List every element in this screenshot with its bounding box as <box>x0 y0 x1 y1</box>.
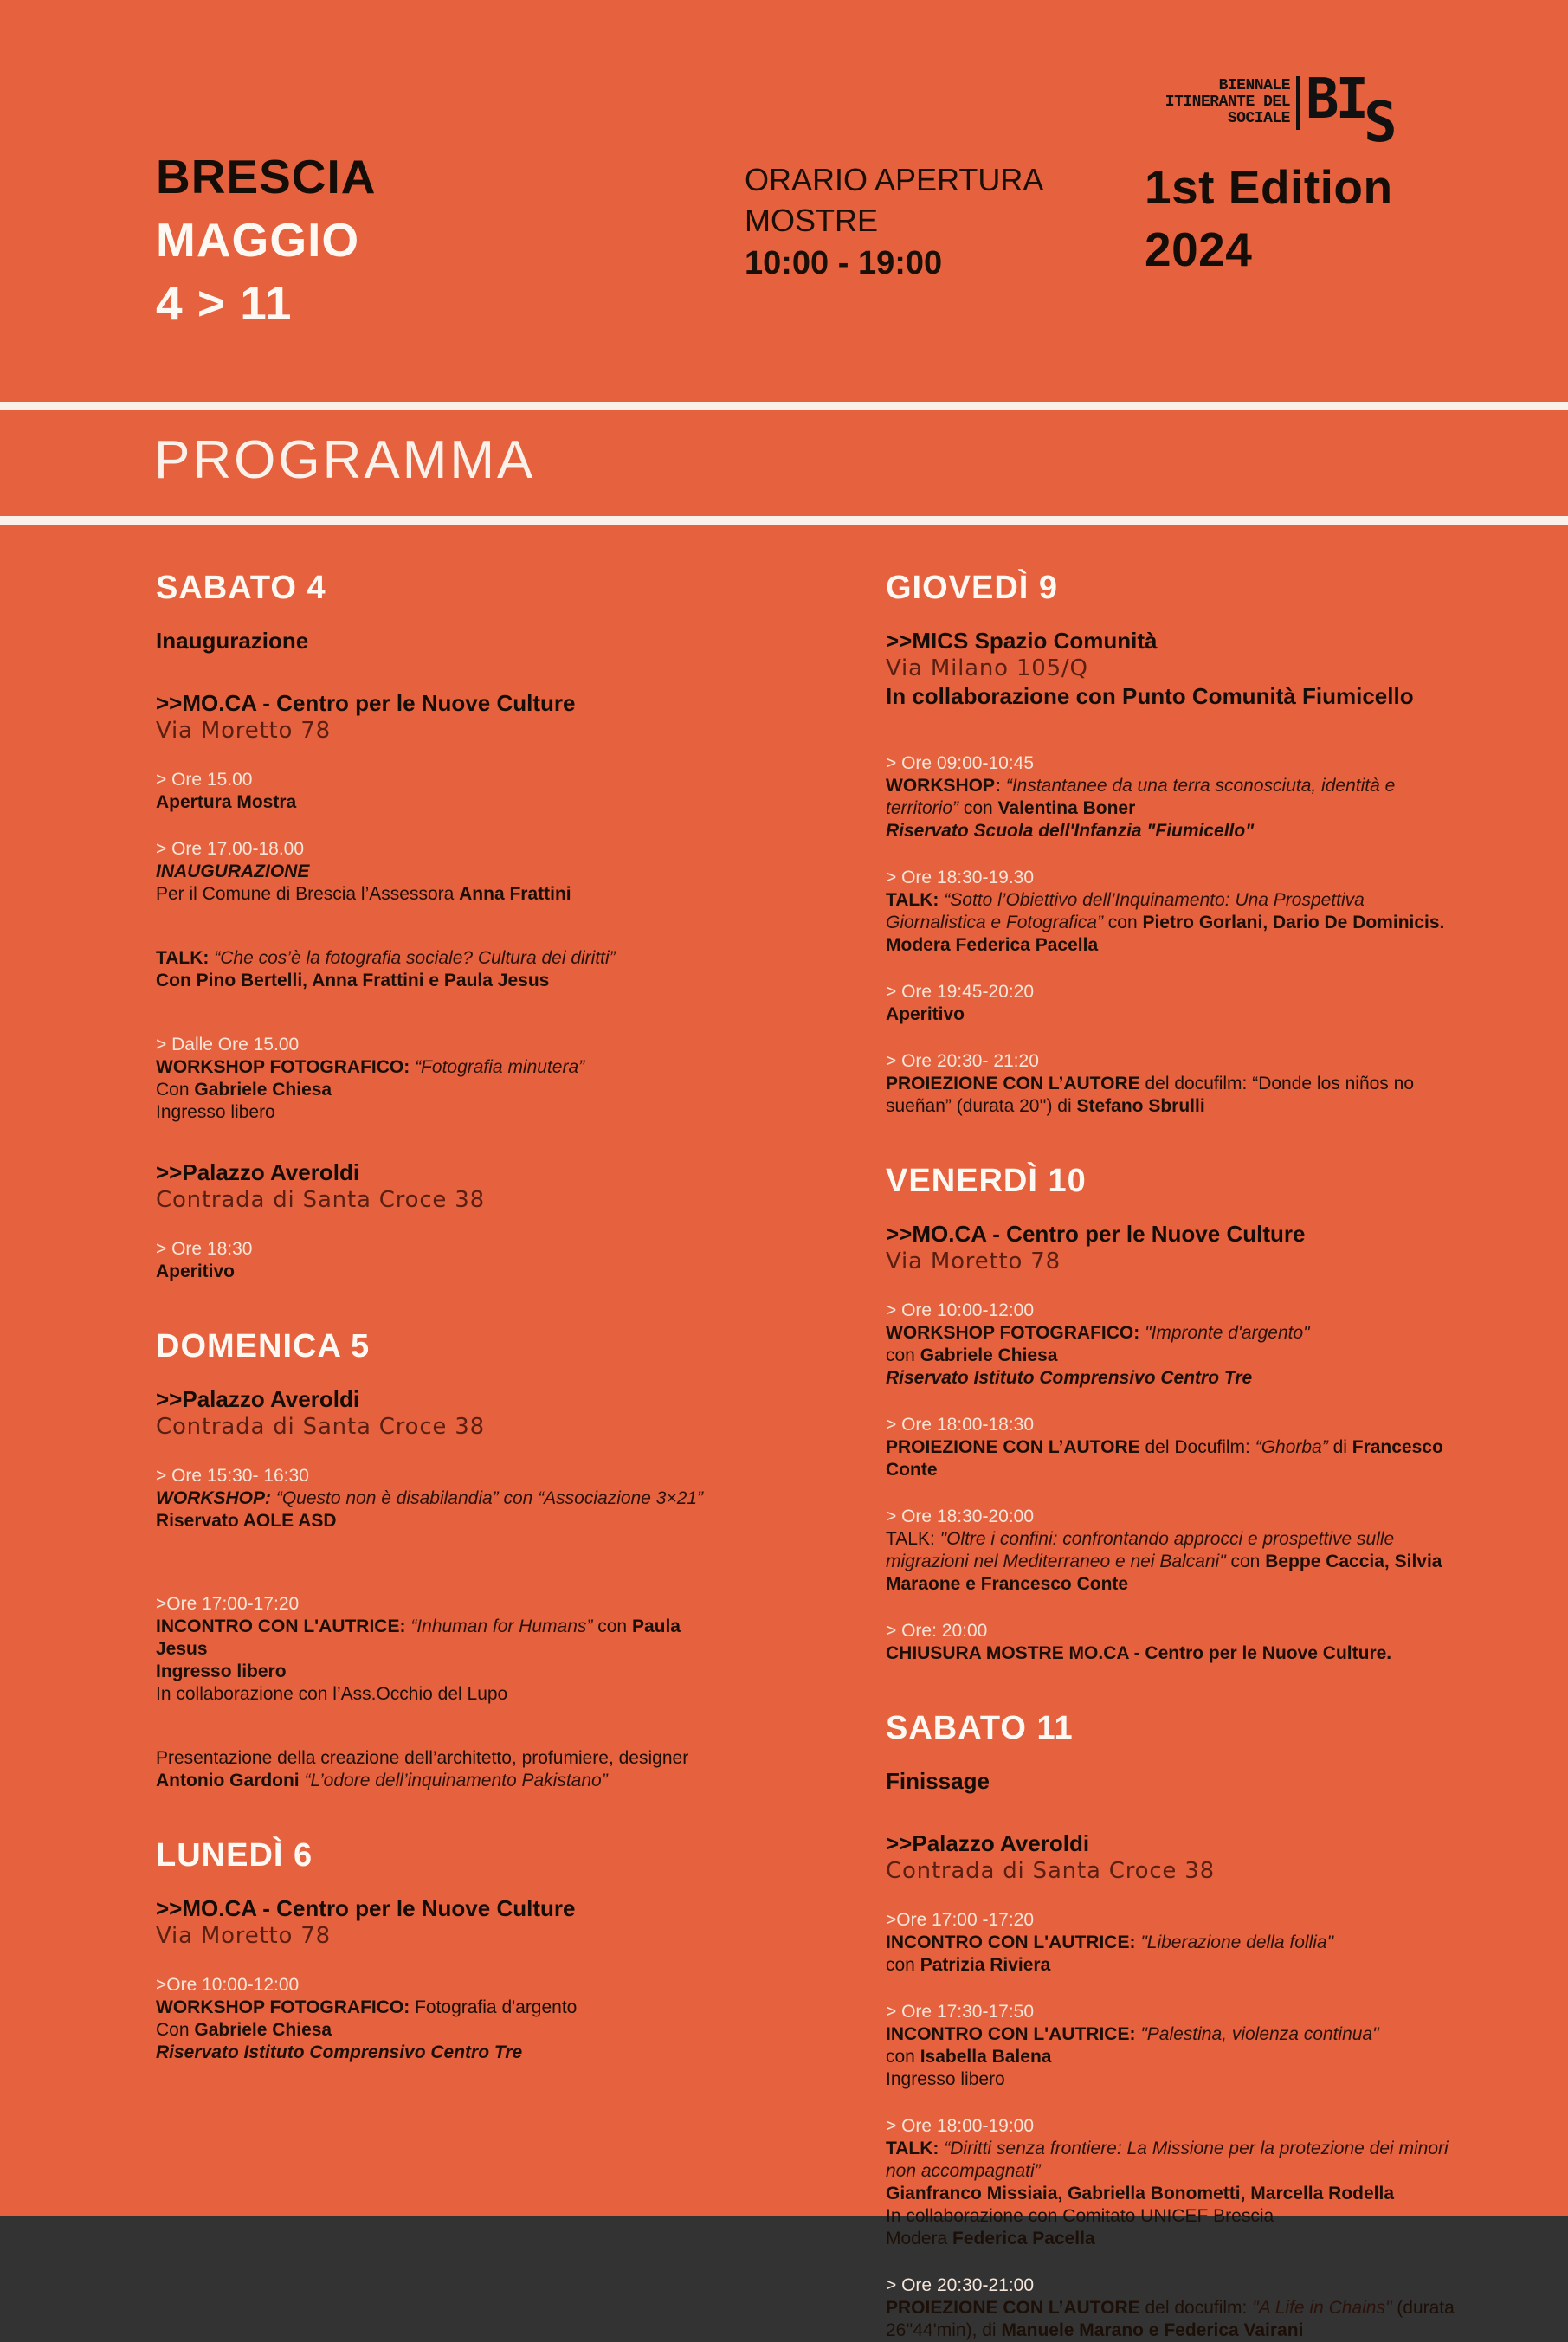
text-run: "Palestina, violenza continua" <box>1140 2024 1379 2044</box>
event-description <box>886 1642 1464 1665</box>
logo-acronym-s: S <box>1364 91 1397 155</box>
venue-address: Via Moretto 78 <box>156 718 331 744</box>
text-run: Gabriele Chiesa <box>194 2020 332 2040</box>
event-time: > Dalle Ore 15.00 <box>156 1035 300 1055</box>
text-run: con <box>958 798 998 818</box>
text-run: Finissage <box>886 1768 990 1794</box>
text-run: (durata 26''44'min), di <box>886 2298 1455 2340</box>
hours-value: 10:00 - 19:00 <box>745 245 943 281</box>
event-time: > Ore 17.00-18.00 <box>156 839 305 859</box>
text-run: Gabriele Chiesa <box>920 1345 1058 1365</box>
text-run: Con <box>156 2020 195 2040</box>
text-run: Beppe Caccia, Silvia Maraone e Francesco Conte <box>886 1552 1442 1594</box>
venue-name: In collaborazione con Punto Comunità Fiumicello <box>886 683 1414 709</box>
day-header: VENERDÌ 10 <box>886 1163 1087 1199</box>
hours-label-line1: ORARIO APERTURA <box>745 162 1044 197</box>
text-run: del docufilm: <box>1139 2298 1253 2318</box>
event-time: > Ore 20:30-21:00 <box>886 2275 1035 2295</box>
edition-label <box>1145 156 1393 281</box>
text-run: Francesco Conte <box>886 1437 1443 1480</box>
text-run: Valentina Boner <box>997 798 1136 818</box>
section-subtitle <box>886 1767 1464 1795</box>
event-time: > Ore 10:00-12:00 <box>886 1300 1035 1320</box>
text-run: Modera <box>886 2229 953 2248</box>
event-description <box>156 1261 734 1283</box>
text-run: Inaugurazione <box>156 628 309 654</box>
text-run: WORKSHOP FOTOGRAFICO: <box>156 1057 416 1077</box>
text-run: Ingresso libero <box>886 2069 1005 2089</box>
text-run: Apertura Mostra <box>156 792 297 812</box>
text-run: “Ghorba” <box>1255 1437 1328 1457</box>
event-description <box>156 1683 734 1706</box>
text-run: Aperitivo <box>156 1261 236 1281</box>
page-title: PROGRAMMA <box>154 430 536 490</box>
section-subtitle <box>156 627 734 655</box>
venue-address: Via Moretto 78 <box>156 1923 331 1949</box>
venue-name: >>MICS Spazio Comunità <box>886 628 1158 654</box>
text-run: In collaborazione con Comitato UNICEF Brescia <box>886 2206 1274 2226</box>
venue-name: >>MO.CA - Centro per le Nuove Culture <box>156 1895 576 1921</box>
venue-address: Contrada di Santa Croce 38 <box>886 1858 1215 1884</box>
event-month: MAGGIO <box>156 213 360 267</box>
text-run: Con Pino Bertelli, Anna Frattini e Paula Jesus <box>156 971 550 990</box>
venue-name: >>MO.CA - Centro per le Nuove Culture <box>886 1221 1306 1247</box>
event-description <box>156 1056 734 1079</box>
programma-band <box>0 402 1568 525</box>
text-run: del Docufilm: <box>1139 1437 1255 1457</box>
event-description <box>156 1616 734 1661</box>
text-run: WORKSHOP: <box>886 776 1006 796</box>
text-run: Fotografia d'argento <box>415 1997 578 2017</box>
logo-wordmark <box>1145 78 1290 127</box>
event-description <box>156 791 734 814</box>
venue-address: Via Moretto 78 <box>886 1248 1061 1274</box>
event-description <box>156 1661 734 1683</box>
text-run: WORKSHOP FOTOGRAFICO: <box>886 1323 1145 1343</box>
text-run: Pietro Gorlani, Dario De Dominicis. <box>1142 913 1445 932</box>
event-time: > Ore 17:30-17:50 <box>886 2002 1035 2022</box>
event-description <box>886 775 1464 820</box>
event-time: > Ore 18:30 <box>156 1239 253 1259</box>
text-run: Riservato Istituto Comprensivo Centro Tre <box>886 1368 1253 1388</box>
text-run: Presentazione della creazione dell’architetto, profumiere, designer <box>156 1748 689 1768</box>
day-header: SABATO 4 <box>156 570 326 606</box>
venue-name: >>MO.CA - Centro per le Nuove Culture <box>156 690 576 716</box>
event-description <box>886 2205 1464 2228</box>
event-description <box>886 1954 1464 1977</box>
venue-address: Via Milano 105/Q <box>886 655 1088 681</box>
event-description <box>886 2228 1464 2250</box>
event-description <box>886 1528 1464 1596</box>
text-run: “Instantanee da una terra sconosciuta, identità e territorio” <box>886 776 1396 818</box>
event-description <box>156 970 734 992</box>
event-description <box>156 1487 734 1510</box>
event-description <box>156 861 734 883</box>
event-description <box>156 883 734 906</box>
event-dates: 4 > 11 <box>156 276 293 330</box>
event-description <box>156 947 734 970</box>
event-time: > Ore: 20:00 <box>886 1621 988 1641</box>
event-description <box>886 1345 1464 1367</box>
text-run: “Inhuman for Humans” <box>410 1616 593 1636</box>
event-time: > Ore 18:00-19:00 <box>886 2116 1035 2136</box>
text-run: con <box>886 1345 920 1365</box>
text-run: “Fotografia minutera” <box>415 1057 585 1077</box>
text-run: Riservato AOLE ASD <box>156 1511 337 1531</box>
text-run: Patrizia Riviera <box>920 1955 1051 1975</box>
logo-word-3: SOCIALE <box>1227 110 1290 127</box>
text-run: Gianfranco Missiaia, Gabriella Bonometti, Marcella Rodella <box>886 2184 1395 2203</box>
event-time: > Ore 18:30-19.30 <box>886 868 1035 887</box>
text-run: con <box>886 2047 920 2067</box>
venue-name: >>Palazzo Averoldi <box>156 1386 360 1412</box>
event-time: >Ore 17:00 -17:20 <box>886 1910 1035 1930</box>
text-run: INCONTRO CON L'AUTRICE: <box>886 1932 1141 1952</box>
text-run: Paula Jesus <box>156 1616 681 1659</box>
text-run: WORKSHOP: <box>156 1488 276 1508</box>
text-run: WORKSHOP FOTOGRAFICO: <box>156 1997 416 2017</box>
logo-divider-bar <box>1296 76 1300 130</box>
venue-address: Contrada di Santa Croce 38 <box>156 1414 485 1440</box>
text-run: INAUGURAZIONE <box>156 861 310 881</box>
text-run: Riservato Istituto Comprensivo Centro Tre <box>156 2042 523 2062</box>
text-run: PROIEZIONE CON L’AUTORE <box>886 1437 1140 1457</box>
event-time: > Ore 18:00-18:30 <box>886 1415 1035 1435</box>
program-column-left <box>156 525 734 2064</box>
text-run: Con <box>156 1080 195 1100</box>
text-run: In collaborazione con l’Ass.Occhio del Lupo <box>156 1684 508 1704</box>
text-run: INCONTRO CON L'AUTRICE: <box>886 2024 1141 2044</box>
event-description <box>886 2046 1464 2068</box>
text-run: TALK: <box>886 1529 940 1549</box>
event-description <box>886 1367 1464 1390</box>
event-description <box>156 2042 734 2064</box>
event-description <box>886 2068 1464 2091</box>
text-run: Per il Comune di Brescia l’Assessora <box>156 884 460 904</box>
opening-hours <box>745 159 1043 284</box>
event-description <box>156 1101 734 1124</box>
text-run: del docufilm: “Donde los niños no sueñan” (durata 20'') di <box>886 1074 1414 1116</box>
event-description <box>886 1436 1464 1481</box>
text-run: “Sotto l’Obiettivo dell’Inquinamento: Una Prospettiva Giornalistica e Fotografica” <box>886 890 1365 932</box>
event-time: > Ore 19:45-20:20 <box>886 982 1035 1002</box>
program-column-right <box>886 525 1464 2342</box>
text-run: Ingresso libero <box>156 1102 275 1122</box>
text-run: "Liberazione della follia" <box>1140 1932 1334 1952</box>
text-run: Riservato Scuola dell'Infanzia "Fiumicello" <box>886 821 1255 841</box>
event-city-dates <box>156 145 377 335</box>
day-header: GIOVEDÌ 9 <box>886 570 1059 606</box>
text-run: con <box>886 1955 920 1975</box>
venue-name: >>Palazzo Averoldi <box>156 1159 360 1185</box>
event-description <box>886 1322 1464 1345</box>
day-header: SABATO 11 <box>886 1710 1074 1746</box>
text-run: Isabella Balena <box>920 2047 1052 2067</box>
text-run: TALK: <box>886 890 945 910</box>
event-description <box>886 2023 1464 2046</box>
event-description <box>156 1997 734 2019</box>
text-run: “Che cos’è la fotografia sociale? Cultura dei diritti” <box>214 948 616 968</box>
text-run: “Questo non è disabilandia” con “Associazione 3×21” <box>275 1488 704 1508</box>
text-run: “Diritti senza frontiere: La Missione per la protezione dei minori non accompagnati” <box>886 2139 1449 2181</box>
hours-label-line2: MOSTRE <box>745 203 879 238</box>
event-description <box>886 2183 1464 2205</box>
logo-word-1: BIENNALE <box>1218 77 1290 94</box>
text-run: di <box>1327 1437 1352 1457</box>
text-run: Stefano Sbrulli <box>1076 1096 1205 1116</box>
event-time: > Ore 15.00 <box>156 770 253 790</box>
text-run: con <box>1225 1552 1266 1571</box>
text-run: Aperitivo <box>886 1004 965 1024</box>
text-run: INCONTRO CON L'AUTRICE: <box>156 1616 411 1636</box>
text-run: con <box>1102 913 1143 932</box>
text-run: "Impronte d'argento" <box>1145 1323 1310 1343</box>
venue-address: Contrada di Santa Croce 38 <box>156 1187 485 1213</box>
event-description <box>156 2019 734 2042</box>
text-run: Antonio Gardoni <box>156 1771 305 1790</box>
text-run: TALK: <box>886 2139 945 2158</box>
event-time: > Ore 18:30-20:00 <box>886 1506 1035 1526</box>
edition-line2: 2024 <box>1145 223 1253 276</box>
day-header: DOMENICA 5 <box>156 1328 371 1365</box>
edition-line1: 1st Edition <box>1145 160 1393 214</box>
text-run: Gabriele Chiesa <box>194 1080 332 1100</box>
text-run: "A Life in Chains" <box>1252 2298 1392 2318</box>
event-description <box>156 1747 734 1792</box>
event-description <box>156 1510 734 1532</box>
bis-logo <box>1145 68 1456 155</box>
day-header: LUNEDÌ 6 <box>156 1837 313 1874</box>
event-time: >Ore 10:00-12:00 <box>156 1975 300 1995</box>
event-description <box>886 2297 1464 2342</box>
event-description <box>886 889 1464 934</box>
venue-name: >>Palazzo Averoldi <box>886 1830 1090 1856</box>
city-name: BRESCIA <box>156 150 377 203</box>
text-run: TALK: <box>156 948 215 968</box>
text-run: Ingresso libero <box>156 1661 287 1681</box>
text-run: Anna Frattini <box>459 884 571 904</box>
event-description <box>886 1932 1464 1954</box>
event-description <box>886 820 1464 842</box>
text-run: “L’odore dell’inquinamento Pakistano” <box>304 1771 608 1790</box>
event-description <box>886 1003 1464 1026</box>
text-run: CHIUSURA MOSTRE MO.CA - Centro per le Nuove Culture. <box>886 1643 1392 1663</box>
event-description <box>886 2138 1464 2183</box>
event-time: > Ore 15:30- 16:30 <box>156 1466 309 1486</box>
text-run: PROIEZIONE CON L’AUTORE <box>886 1074 1140 1094</box>
event-description <box>886 934 1464 957</box>
text-run: Manuele Marano e Federica Vairani <box>1001 2320 1304 2340</box>
text-run: "Oltre i confini: confrontando approcci e prospettive sulle migrazioni nel Mediterraneo e nei Balcani" <box>886 1529 1395 1571</box>
event-time: > Ore 09:00-10:45 <box>886 753 1035 773</box>
text-run: Federica Pacella <box>952 2229 1095 2248</box>
text-run: con <box>592 1616 632 1636</box>
event-description <box>156 1079 734 1101</box>
logo-acronym-bi: BI <box>1306 68 1366 132</box>
text-run: PROIEZIONE CON L’AUTORE <box>886 2298 1140 2318</box>
text-run: Modera Federica Pacella <box>886 935 1099 955</box>
logo-word-2: ITINERANTE DEL <box>1165 94 1290 111</box>
event-time: >Ore 17:00-17:20 <box>156 1594 300 1614</box>
event-time: > Ore 20:30- 21:20 <box>886 1051 1039 1071</box>
event-description <box>886 1073 1464 1118</box>
